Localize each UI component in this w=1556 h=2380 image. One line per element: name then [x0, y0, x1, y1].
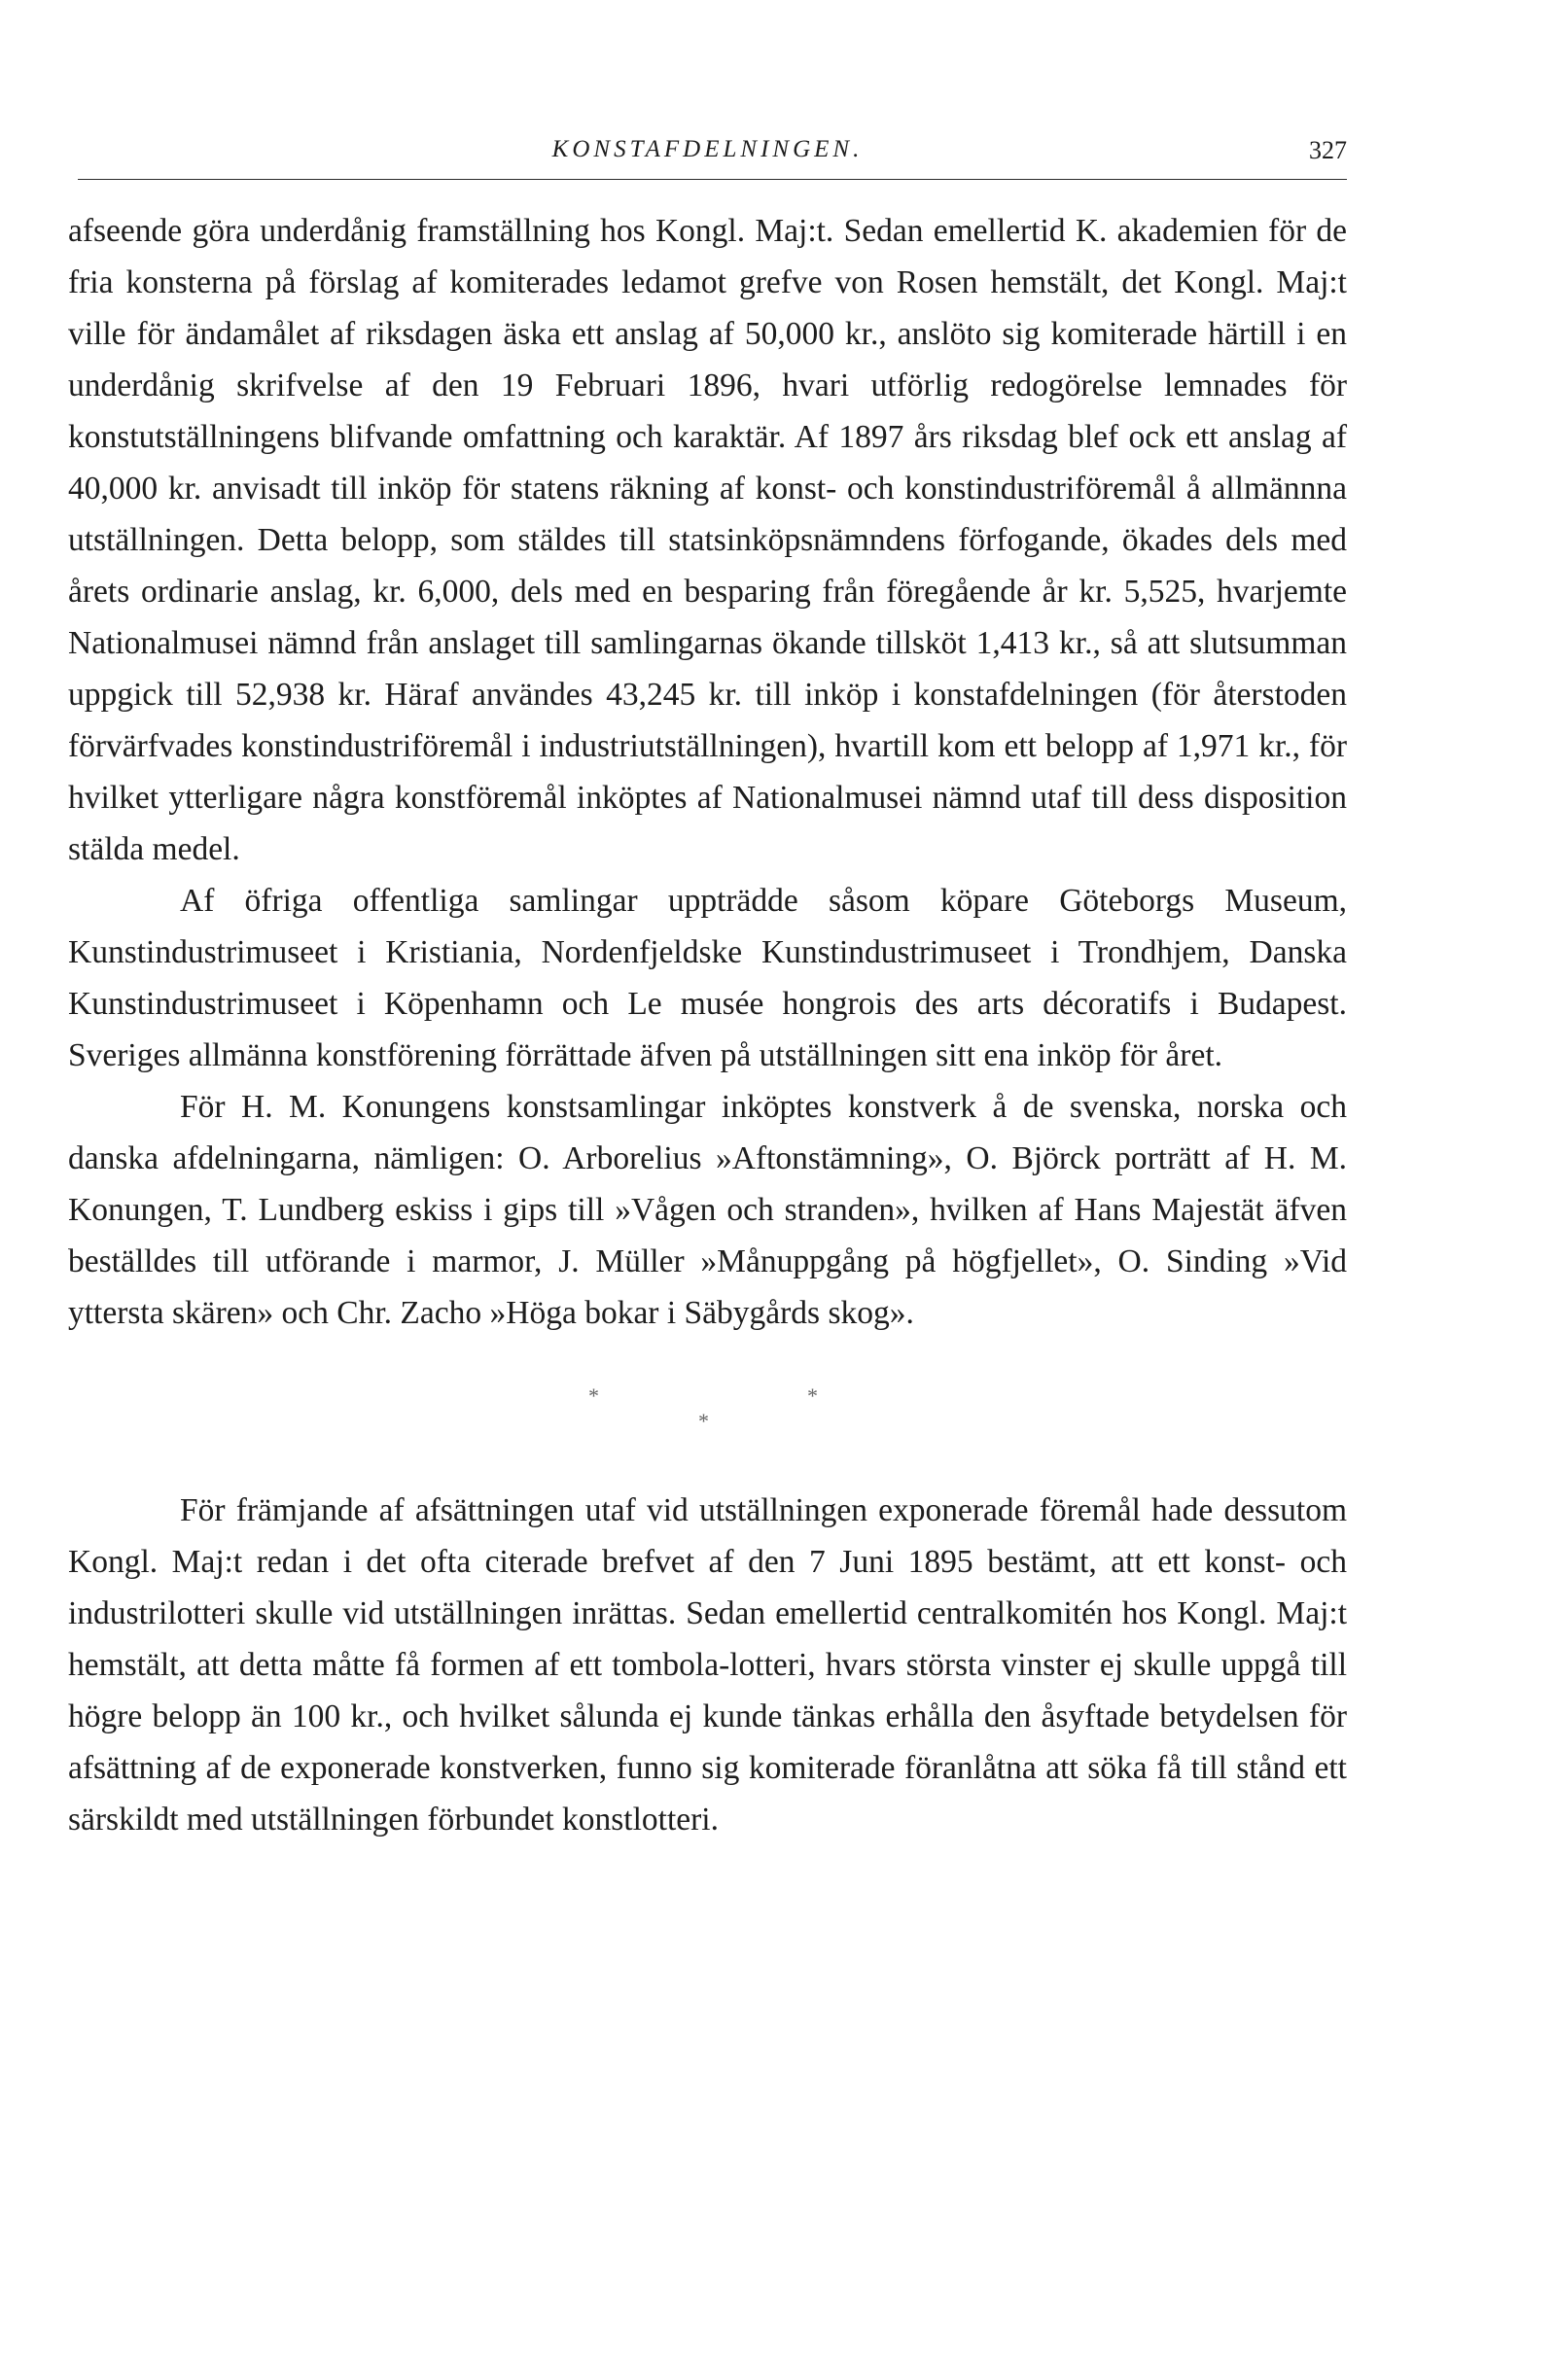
paragraph-4: För främjande af afsättningen utaf vid utställningen exponerade föremål hade dessutom Kongl. Maj:t redan i det ofta citerade brefvet af den 7 Juni 1895 bestämt, att ett konst- och industrilotteri skulle vid utställningen inrättas. Sedan emellertid centralkomitén hos Kongl. Maj:t hemstält, att detta måtte få formen af ett tombola-lotteri, hvars största vinster ej skulle uppgå till högre belopp än 100 kr., och hvilket sålunda ej kunde tänkas erhålla den åsyftade betydelsen för afsättning af de exponerade konstverken, funno sig komiterade föranlåtna att söka få till stånd ett särskildt med utställningen förbundet konstlotteri.	[68, 1492, 1347, 1838]
asterisk: *	[807, 1383, 818, 1408]
body-text	[68, 205, 1347, 1845]
page-header	[68, 136, 1347, 179]
asterisk: *	[698, 1409, 709, 1433]
header-rule	[78, 179, 1347, 180]
paragraph-2: Af öfriga offentliga samlingar uppträdde såsom köpare Göteborgs Museum, Kunstindustrimuseet i Kristiania, Nordenfjeldske Kunstindustrimuseet i Trondhjem, Danska Kunstindustrimuseet i Köpenhamn och Le musée hongrois des arts décoratifs i Budapest. Sveriges allmänna konstförening förrättade äfven på utställningen sitt ena inköp för året.	[68, 883, 1347, 1073]
page-number: 327	[1309, 136, 1347, 164]
running-head: KONSTAFDELNINGEN.	[551, 136, 864, 162]
asterism-divider	[68, 1358, 1347, 1485]
page	[68, 136, 1347, 1845]
asterisk: *	[588, 1383, 599, 1408]
paragraph-3: För H. M. Konungens konstsamlingar inköptes konstverk å de svenska, norska och danska afdelningarna, nämligen: O. Arborelius »Aftonstämning», O. Björck porträtt af H. M. Konungen, T. Lundberg eskiss i gips till »Vågen och stranden», hvilken af Hans Majestät äfven beställdes till utförande i marmor, J. Müller »Månuppgång på högfjellet», O. Sinding »Vid yttersta skären» och Chr. Zacho »Höga bokar i Säbygårds skog».	[68, 1089, 1347, 1331]
paragraph-1: afseende göra underdånig framställning hos Kongl. Maj:t. Sedan emellertid K. akademien för de fria konsterna på förslag af komiterades ledamot grefve von Rosen hemstält, det Kongl. Maj:t ville för ändamålet af riksdagen äska ett anslag af 50,000 kr., anslöto sig komiterade härtill i en underdånig skrifvelse af den 19 Februari 1896, hvari utförlig redogörelse lemnades för konstutställningens blifvande omfattning och karaktär. Af 1897 års riksdag blef ock ett anslag af 40,000 kr. anvisadt till inköp för statens räkning af konst- och konstindustriföremål å allmännna utställningen. Detta belopp, som stäldes till statsinköpsnämndens förfogande, ökades dels med årets ordinarie anslag, kr. 6,000, dels med en besparing från föregående år kr. 5,525, hvarjemte Nationalmusei nämnd från anslaget till samlingarnas ökande tillsköt 1,413 kr., så att slutsumman uppgick till 52,938 kr. Häraf användes 43,245 kr. till inköp i konstafdelningen (för återstoden förvärfvades konstindustriföremål i industriutställningen), hvartill kom ett belopp af 1,971 kr., för hvilket ytterligare några konstföremål inköptes af Nationalmusei nämnd utaf till dess disposition stälda medel.	[68, 213, 1347, 867]
